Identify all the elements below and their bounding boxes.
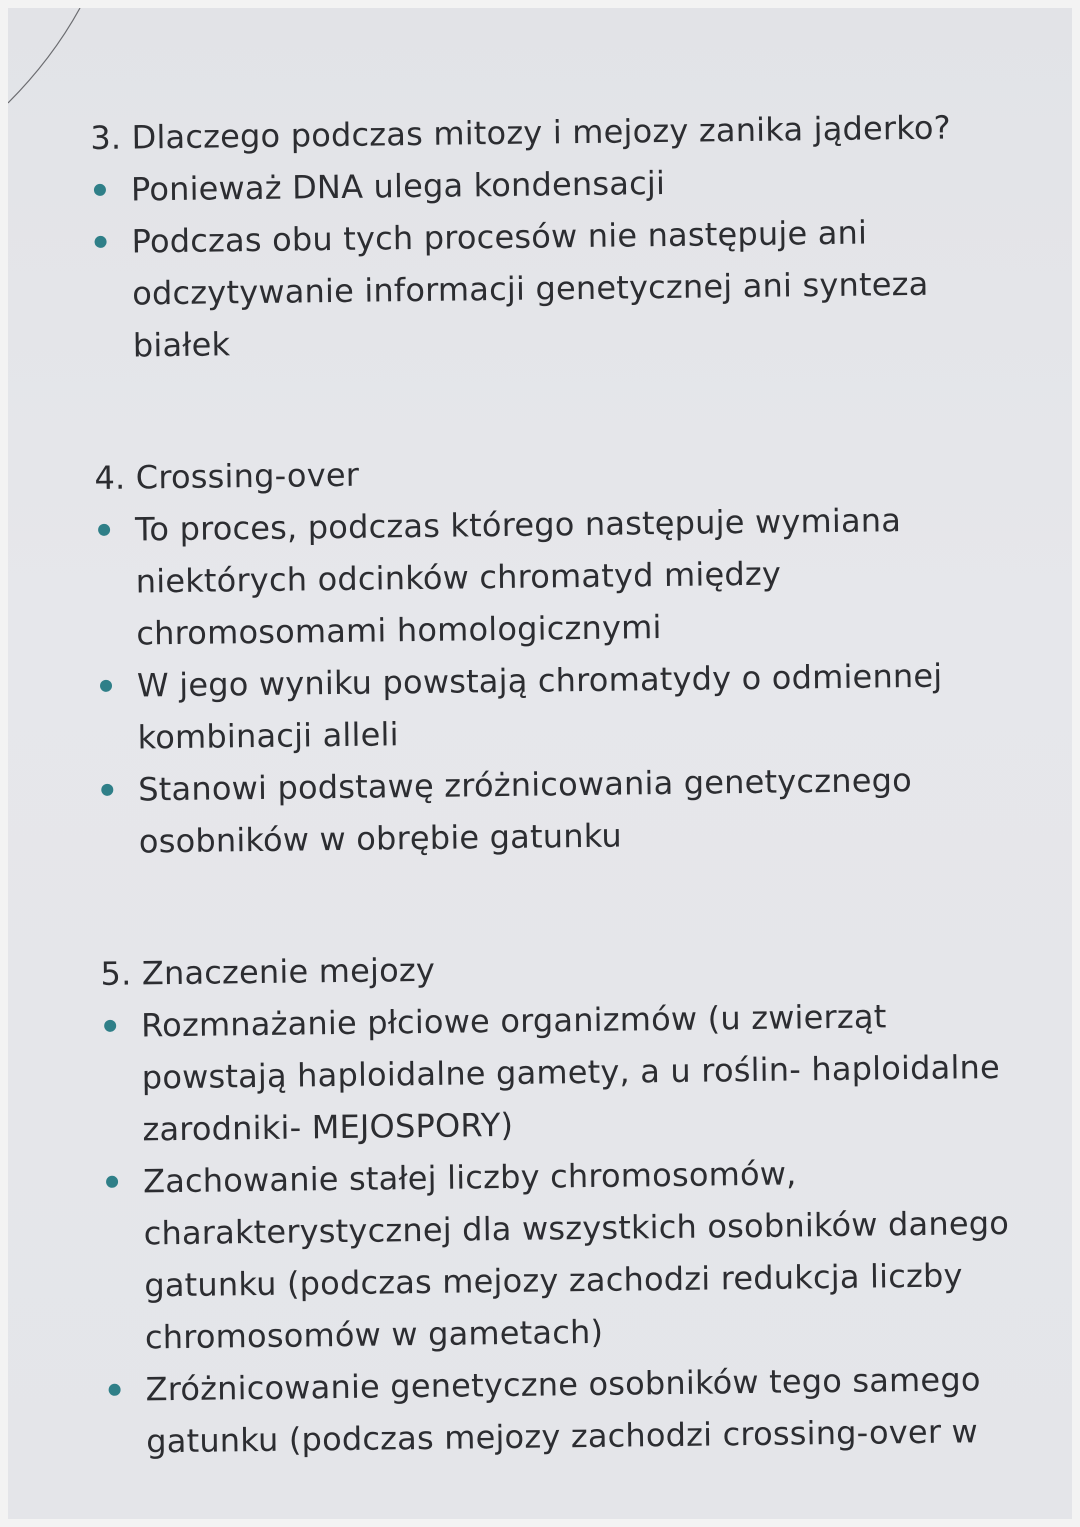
section-question-4 xyxy=(94,441,1029,868)
bullet-list xyxy=(95,493,1029,868)
bullet-icon xyxy=(95,236,107,248)
list-item-text: Zróżnicowanie genetyczne osobników tego samego gatunku (podczas mejozy zachodzi crossing-over w xyxy=(145,1360,981,1461)
list-item xyxy=(98,753,1029,868)
list-item-text: Podczas obu tych procesów nie następuje ani odczytywanie informacji genetycznej ani synteza białek xyxy=(131,213,929,365)
list-item xyxy=(95,493,1027,660)
section-question-3 xyxy=(90,101,1023,372)
bullet-icon xyxy=(101,784,113,796)
list-item-text: Ponieważ DNA ulega kondensacji xyxy=(130,163,666,209)
section-question-5 xyxy=(100,937,1036,1468)
notes-content xyxy=(90,101,1036,1468)
list-item-text: To proces, podczas którego następuje wymiana niektórych odcinków chromatyd między chromosomami homologicznymi xyxy=(134,501,902,653)
bullet-icon xyxy=(109,1384,121,1396)
list-item xyxy=(103,1145,1035,1364)
bullet-list xyxy=(101,989,1037,1468)
section-heading: 5. Znaczenie mejozy xyxy=(100,950,436,993)
list-item-text: Rozmnażanie płciowe organizmów (u zwierząt powstają haploidalne gamety, a u roślin- haploidalne zarodniki- MEJOSPORY) xyxy=(140,997,1001,1149)
list-item xyxy=(91,205,1023,372)
bullet-icon xyxy=(98,524,110,536)
list-item-text: Zachowanie stałej liczby chromosomów, charakterystycznej dla wszystkich osobników danego gatunku (podczas mejozy zachodzi redukcja liczby chromosomów w gametach) xyxy=(142,1154,1010,1357)
list-item-text: W jego wyniku powstają chromatydy o odmiennej kombinacji alleli xyxy=(136,656,943,757)
list-item-text: Stanowi podstawę zróżnicowania genetycznego osobników w obrębie gatunku xyxy=(138,761,913,861)
list-item xyxy=(97,649,1028,764)
bullet-icon xyxy=(106,1176,118,1188)
bullet-icon xyxy=(104,1020,116,1032)
paper-page xyxy=(8,8,1072,1519)
list-item xyxy=(105,1353,1036,1468)
bullet-list xyxy=(91,153,1023,372)
bullet-icon xyxy=(100,680,112,692)
list-item xyxy=(101,989,1033,1156)
section-heading: 3. Dlaczego podczas mitozy i mejozy zanika jąderko? xyxy=(90,108,952,157)
bullet-icon xyxy=(94,184,106,196)
section-heading: 4. Crossing-over xyxy=(94,455,360,497)
